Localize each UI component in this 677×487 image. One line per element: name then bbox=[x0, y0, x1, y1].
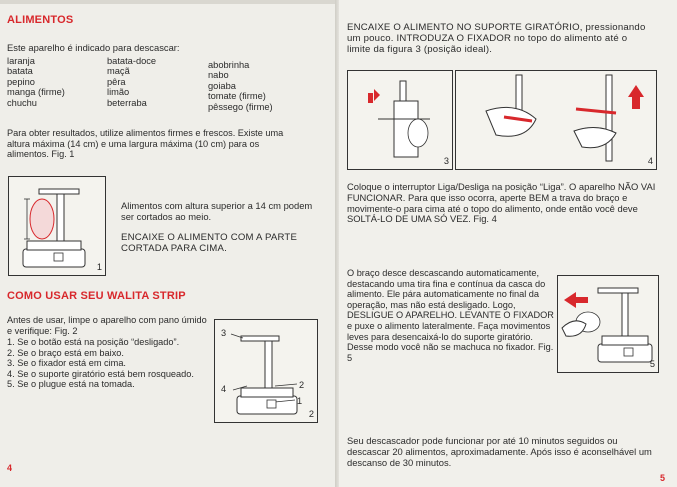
food-item: abobrinha bbox=[208, 60, 250, 70]
checklist-item: 2. Se o braço está em baixo. bbox=[7, 347, 124, 358]
figure-number: 1 bbox=[96, 262, 102, 273]
intro-text: Este aparelho é indicado para descascar: bbox=[7, 42, 180, 53]
usage-intro: Antes de usar, limpe o aparelho com pano úmido e verifique: Fig. 2 bbox=[7, 315, 207, 336]
food-item: laranja bbox=[7, 56, 35, 66]
heading-alimentos: ALIMENTOS bbox=[7, 14, 74, 26]
checklist-item: 3. Se o fixador está em cima. bbox=[7, 358, 126, 369]
instruction-lower: O braço desce descascando automaticamente, destacando uma tira fina e contínua da casca do alimento. Ele pára automaticamente no final da operação, mas não está desligado. Logo, DESLIGUE O APARELHO. LEVANTE O FIXADOR e puxe o alimento lateralmente. Faça movimentos leves para desencaixá-lo do suporte giratório. Desse modo você não se machuca no fixador. Fig. 5 bbox=[347, 268, 554, 363]
figure-2 bbox=[214, 319, 318, 423]
food-item: beterraba bbox=[107, 97, 147, 108]
foods-col-3 bbox=[208, 60, 273, 112]
food-item: pêra bbox=[107, 76, 126, 87]
heading-usage: COMO USAR SEU WALITA STRIP bbox=[7, 290, 186, 302]
food-item: chuchu bbox=[7, 97, 37, 108]
food-item: nabo bbox=[208, 70, 229, 81]
food-item: batata-doce bbox=[107, 56, 157, 66]
left-page bbox=[0, 0, 335, 487]
food-item: manga (firme) bbox=[7, 87, 65, 98]
figure-1 bbox=[8, 176, 106, 276]
food-item: maçã bbox=[107, 66, 130, 77]
checklist-item: 1. Se o botão está na posição “desligado”. bbox=[7, 337, 180, 347]
food-item: pêssego (firme) bbox=[208, 101, 273, 112]
checklist-item: 5. Se o plugue está na tomada. bbox=[7, 379, 135, 390]
food-item: goiaba bbox=[208, 80, 236, 91]
page-number: 4 bbox=[7, 463, 13, 473]
food-item: pepino bbox=[7, 76, 35, 87]
peeler-parts-illustration bbox=[215, 320, 317, 422]
fig1-caption-2: ENCAIXE O ALIMENTO COM A PARTE CORTADA PARA CIMA. bbox=[121, 232, 298, 254]
arm-movement-illustration bbox=[456, 71, 656, 169]
callout-label: 2 bbox=[299, 380, 305, 390]
page-number: 5 bbox=[659, 473, 665, 483]
figure-4 bbox=[455, 70, 657, 170]
checklist-item: 4. Se o suporte giratório está bem rosqueado. bbox=[7, 368, 194, 379]
foods-col-2 bbox=[107, 56, 156, 108]
right-page bbox=[339, 0, 677, 487]
figure-3 bbox=[347, 70, 453, 170]
fixador-illustration bbox=[348, 71, 452, 169]
callout-label: 3 bbox=[221, 328, 227, 338]
checklist bbox=[7, 337, 207, 390]
figure-number: 4 bbox=[647, 156, 653, 167]
figure-number: 3 bbox=[443, 156, 449, 167]
callout-label: 4 bbox=[221, 384, 227, 394]
instruction-top: ENCAIXE O ALIMENTO NO SUPORTE GIRATÓRIO, pressionando um pouco. INTRODUZA O FIXADOR no topo do alimento até o limite da figura 3 (posição ideal). bbox=[347, 22, 646, 55]
removal-illustration bbox=[558, 276, 658, 372]
foods-col-1 bbox=[7, 56, 65, 108]
footer-text: Seu descascador pode funcionar por até 10 minutos seguidos ou descascar 20 alimentos, aproximadamente. Após isso é aconselhável um descanso de 30 minutos. bbox=[347, 435, 652, 468]
peeler-illustration bbox=[9, 177, 105, 275]
food-item: limão bbox=[107, 87, 130, 98]
callout-label: 1 bbox=[297, 396, 303, 406]
food-item: batata bbox=[7, 66, 33, 77]
figure-number: 2 bbox=[308, 409, 314, 420]
fig1-caption-1: Alimentos com altura superior a 14 cm podem ser cortados ao meio. bbox=[121, 200, 313, 222]
results-text: Para obter resultados, utilize alimentos firmes e frescos. Existe uma altura máxima (14 cm) e uma largura máxima (10 cm) para os alimentos. Fig. 1 bbox=[7, 128, 284, 160]
figure-number: 5 bbox=[649, 359, 655, 370]
food-item: tomate (firme) bbox=[208, 91, 266, 102]
instruction-mid: Coloque o interruptor Liga/Desliga na posição “Liga”. O aparelho NÃO VAI FUNCIONAR. Para que isso ocorra, aperte BEM a trava do braço e movimente-o para cima até o topo do alimento, onde então você deve SOLTÁ-LO DE UMA SÓ VEZ. Fig. 4 bbox=[347, 181, 656, 225]
figure-5 bbox=[557, 275, 659, 373]
